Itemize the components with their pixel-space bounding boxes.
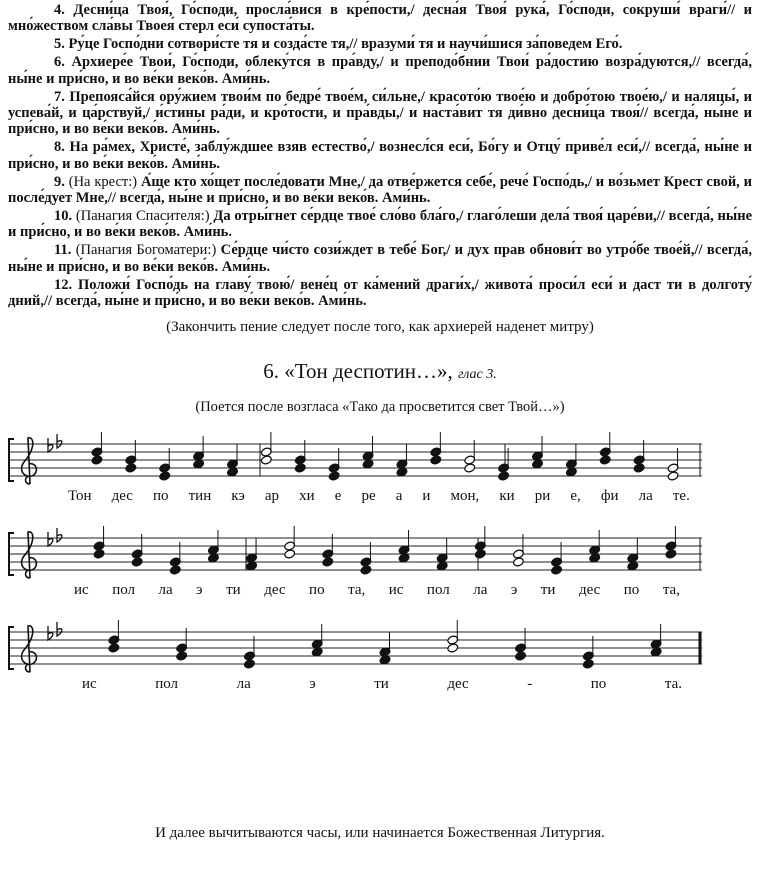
- lyric-syllable: ар: [264, 488, 280, 505]
- verse: [8, 2, 752, 35]
- lyric-syllable: е,: [570, 488, 581, 505]
- lyric-syllable: те.: [672, 488, 690, 505]
- note-head: [93, 549, 105, 559]
- lyric-syllable: ис: [388, 582, 404, 599]
- footer-note: И далее вычитываются часы, или начинается Божественная Литургия.: [155, 825, 605, 842]
- note-head: [176, 651, 188, 661]
- note-head: [108, 643, 120, 653]
- lyrics-line-2: [74, 580, 680, 600]
- music-staff-2: [0, 524, 760, 580]
- note-head: [474, 549, 486, 559]
- lyric-syllable: э: [309, 676, 316, 693]
- verse-text: Ру́це Госпо́дни сотвори́сте тя и созда́сте тя,// вразуми́ тя и научи́шися за́поведем Его́.: [68, 36, 623, 53]
- lyric-syllable: ла: [158, 582, 173, 599]
- note-head: [294, 463, 306, 473]
- lyric-syllable: ла: [236, 676, 251, 693]
- treble-clef-icon: [22, 438, 37, 484]
- note-head: [131, 557, 143, 567]
- note-head: [284, 549, 296, 559]
- hymn-title: [0, 358, 760, 388]
- verse-text: Десни́ца Твоя́, Го́споди, просла́вися в кре́пости,/ десна́я Твоя́ рука́, Го́споди, сокруши́ враги́// и мно́жеством сла́вы Твоея́ стерл еси́ супоста́ты.: [8, 2, 752, 35]
- treble-clef-icon: [22, 532, 37, 578]
- note-head: [159, 471, 171, 481]
- lyric-syllable: та,: [348, 582, 366, 599]
- lyric-syllable: та.: [664, 676, 682, 693]
- verse: [8, 242, 752, 275]
- lyric-syllable: е: [334, 488, 342, 505]
- verse: [8, 277, 752, 310]
- music-system-3: [0, 618, 760, 694]
- note-head: [260, 455, 272, 465]
- note-head: [665, 549, 677, 559]
- verse-number: 7.: [54, 88, 65, 105]
- lyric-syllable: дес: [578, 582, 601, 599]
- flat-icon: [57, 622, 62, 636]
- verse-number: 10.: [54, 207, 73, 224]
- lyric-syllable: э: [196, 582, 203, 599]
- verse-number: 8.: [54, 139, 65, 156]
- verse-rubric: (Панагия Спасителя:): [75, 207, 210, 224]
- note-head: [430, 455, 442, 465]
- note-head: [125, 463, 137, 473]
- note-head: [169, 565, 181, 575]
- verse-text: Положи́ Госпо́дь на главу́ твою́/ вене́ц от ка́мений драги́х,/ живота́ проси́л еси́ и даст ти в долготу́ дний,// всегда́, ны́не и при́сно, и во ве́ки веко́в. Ами́нь.: [8, 276, 752, 309]
- flat-icon: [57, 434, 62, 448]
- note-head: [582, 659, 594, 669]
- lyric-syllable: кэ: [231, 488, 245, 505]
- verse: [8, 36, 752, 52]
- lyric-syllable: ти: [374, 676, 389, 693]
- note-head: [498, 471, 510, 481]
- lyric-syllable: -: [527, 676, 533, 693]
- hymn-title-text: 6. «Тон деспотин…»,: [263, 359, 453, 384]
- verse: [8, 54, 752, 87]
- lyric-syllable: ре: [361, 488, 376, 505]
- verse-number: 5.: [54, 36, 65, 53]
- lyric-syllable: хи: [299, 488, 315, 505]
- lyric-syllable: та,: [662, 582, 680, 599]
- lyrics-line-3: [82, 674, 682, 694]
- closing-rubric: (Закончить пение следует после того, как архиерей наденет митру): [166, 319, 594, 336]
- lyric-syllable: по: [309, 582, 325, 599]
- lyric-syllable: ис: [82, 676, 97, 693]
- treble-clef-icon: [22, 626, 37, 672]
- note-head: [322, 557, 334, 567]
- lyric-syllable: ис: [74, 582, 89, 599]
- verse-text: Да отры́гнет се́рдце твое́ сло́во бла́го,/ глаго́леши дела́ твоя́ царе́ви,// всегда́, ны́не и при́сно, и во ве́ки веко́в. Ами́нь.: [8, 207, 753, 241]
- note-head: [360, 565, 372, 575]
- lyric-syllable: пол: [155, 676, 179, 693]
- verse-text: А́ще кто хо́щет после́довати Мне,/ да отве́ржется себе́, рече́ Госпо́дь,/ и во́зьмет Крест свой, и после́дует Мне,// всегда́, ны́не и при́сно, и во ве́ки веко́в. Ами́нь.: [8, 173, 753, 206]
- music-staff-3: [0, 618, 760, 674]
- verse-number: 4.: [54, 2, 65, 18]
- lyric-syllable: фи: [600, 488, 619, 505]
- lyric-syllable: Тон: [68, 488, 92, 505]
- lyric-syllable: э: [510, 582, 518, 599]
- lyrics-line-1: [68, 486, 690, 506]
- verse: [8, 174, 752, 207]
- music-system-1: [0, 430, 760, 506]
- note-head: [328, 471, 340, 481]
- lyric-syllable: по: [153, 488, 169, 505]
- verse-text: На ра́мех, Христе́, заблу́ждшее взяв естество́,/ вознесл́ся еси́, Бо́гу и Отцу́ приве́л еси́,// всегда́, ны́не и при́сно, и во ве́ки веко́в. Ами́нь.: [8, 139, 753, 172]
- verse-rubric: (Панагия Богоматери:): [75, 242, 217, 259]
- lyric-syllable: пол: [112, 582, 136, 599]
- verse: [8, 208, 752, 241]
- hymn-tone: глас 3.: [457, 367, 497, 383]
- note-head: [464, 463, 476, 473]
- verse-number: 9.: [54, 173, 65, 190]
- lyric-syllable: ти: [226, 582, 241, 599]
- verse-number: 6.: [54, 54, 65, 71]
- lyric-syllable: по: [590, 676, 607, 693]
- lyric-syllable: а: [395, 488, 403, 505]
- hymn-note: (Поется после возгласа «Тако да просветится свет Твой…»): [195, 399, 565, 416]
- music-system-2: [0, 524, 760, 600]
- verse-text: Се́рдце чи́сто сози́ждет в тебе́ Бог,/ и дух прав обнови́т во утро́бе твое́й,// всегда́, ны́не и при́сно, и во ве́ки веко́в. Ами́нь.: [8, 242, 753, 275]
- note-head: [513, 557, 525, 567]
- music-staff-1: [0, 430, 760, 486]
- lyric-syllable: ла: [473, 582, 488, 599]
- note-head: [515, 651, 527, 661]
- lyric-syllable: мон,: [450, 488, 480, 505]
- verse-number: 11.: [54, 242, 72, 259]
- note-head: [667, 471, 679, 481]
- flat-icon: [48, 626, 53, 640]
- flat-icon: [48, 532, 53, 546]
- lyric-syllable: дес: [264, 582, 286, 599]
- verse-text: Препояса́йся ору́жием твои́м по бедре́ твое́м, си́льне,/ красото́ю твое́ю и добро́тою твое́ю,/ и наляцы́, и успева́й, и ца́рствуй,/ и́стины ра́ди, и кро́тости, и пра́вды,/ и наста́вит тя ди́вно десни́ца твоя́// всегда́, ны́не и при́сно, и во ве́ки веко́в. Ами́нь.: [8, 88, 752, 138]
- note-head: [599, 455, 611, 465]
- verse-text: Архиере́е Твои́, Го́споди, облеку́тся в пра́вду,/ и преподо́бнии Твои́ ра́достию возра́дуются,// всегда́, ны́не и при́сно, и во ве́ки веко́в. Ами́нь.: [8, 54, 752, 87]
- lyric-syllable: по: [623, 582, 640, 599]
- lyric-syllable: ла: [638, 488, 653, 505]
- lyric-syllable: тин: [188, 488, 212, 505]
- verses: [8, 2, 752, 309]
- verse-number: 12.: [54, 276, 73, 293]
- lyric-syllable: и: [422, 488, 431, 505]
- lyric-syllable: дес: [111, 488, 133, 505]
- verse-rubric: (На крест:): [68, 173, 138, 190]
- lyric-syllable: дес: [447, 676, 469, 693]
- lyric-syllable: пол: [426, 582, 450, 599]
- flat-icon: [48, 438, 53, 452]
- note-head: [633, 463, 645, 473]
- note-head: [91, 455, 103, 465]
- lyric-syllable: ти: [540, 582, 556, 599]
- lyric-syllable: ри: [534, 488, 551, 505]
- verse: [8, 89, 752, 138]
- note-head: [447, 643, 459, 653]
- note-head: [551, 565, 563, 575]
- flat-icon: [57, 528, 62, 542]
- note-head: [244, 659, 256, 669]
- verse: [8, 139, 752, 172]
- lyric-syllable: ки: [499, 488, 515, 505]
